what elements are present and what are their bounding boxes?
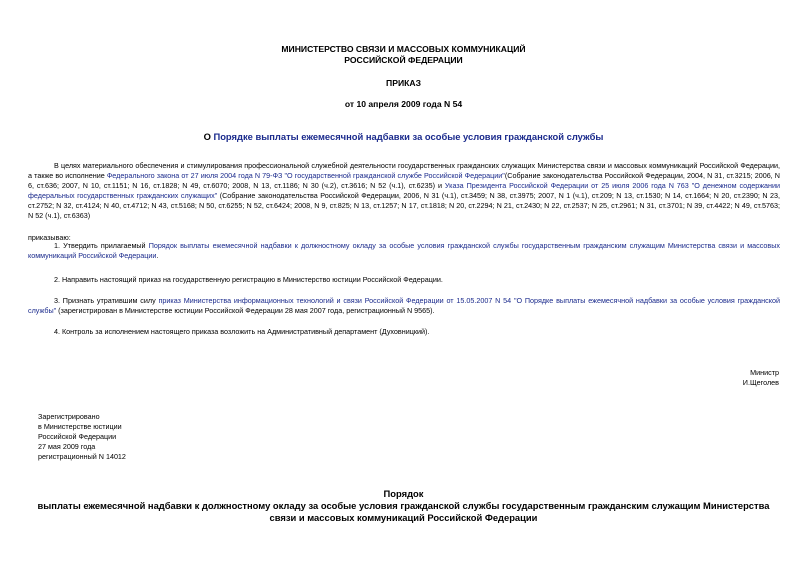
order-subject <box>0 131 807 143</box>
intro-text-3: (Собрание законодательства Российской Федерации, 2006, N 31 (ч.1), ст.3459; N 38, ст.3975; 2007, N 1 (ч.1), ст.209; N 13, ст.1530; N 14, ст.1664; N 20, ст.2390; N 23, ст.2752; N 32, ст.4124; N 40, ст.4712; N 43, ст.5168; N 50, ст.6255; N 52, ст.6424; 2008, N 9, ст.825; N 13, ст.1257; N 17, ст.1818; N 20, ст.2294; N 21, ст.2430; N 22, ст.2537; N 25, ст.2961; N 31, ст.3701; N 39, ст.4422; N 49, ст.5763; N 52 (ч.1), ст.6363) <box>28 191 780 220</box>
procedure-subtitle: выплаты ежемесячной надбавки к должностному окладу за особые условия гражданской службы государственным гражданским служащим Министерства связи и массовых коммуникаций Российской Федерации <box>37 500 770 523</box>
doc-type: ПРИКАЗ <box>386 78 421 88</box>
ministry-line-1: МИНИСТЕРСТВО СВЯЗИ И МАССОВЫХ КОММУНИКАЦИЙ <box>281 44 526 54</box>
prikazyvayu-label: приказываю: <box>28 233 71 242</box>
ministry-line-2: РОССИЙСКОЙ ФЕДЕРАЦИИ <box>344 55 463 65</box>
procedure-title: Порядок <box>383 488 424 499</box>
item1-text-1: 1. Утвердить прилагаемый <box>54 241 149 250</box>
repealed-order-link[interactable]: приказ Министерства информационных технологий и связи Российской Федерации от 15.05.2007 N 54 "О Порядке выплаты ежемесячной надбавки за особые условия гражданской службы" <box>28 296 780 315</box>
registration-line: регистрационный N 14012 <box>38 452 126 461</box>
subject-link[interactable]: Порядке выплаты ежемесячной надбавки за особые условия гражданской службы <box>213 131 604 142</box>
order-date-number: от 10 апреля 2009 года N 54 <box>344 99 463 109</box>
order-item-3 <box>28 296 780 316</box>
registration-line: в Министерстве юстиции <box>38 422 122 431</box>
order-item-1 <box>28 241 780 261</box>
signatory-position: Министр <box>750 368 779 377</box>
intro-text-1: В целях материального обеспечения и стимулирования профессиональной служебной деятельности государственных гражданских служащих Министерства связи и массовых коммуникаций Российской Федерации, а также во исполнение <box>28 161 780 180</box>
intro-text-2: (Собрание законодательства Российской Федерации, 2004, N 31, ст.3215; 2006, N 6, ст.636; 2007, N 10, ст.1151; N 16, ст.1828; N 49, ст.6070; 2008, N 13, ст.1186; N 30 (ч.2), ст.3616; N 52 (ч.1), ст.6235) и <box>28 171 780 190</box>
intro-paragraph <box>28 161 780 221</box>
ministry-name <box>0 44 807 66</box>
item3-text-1: 3. Признать утратившим силу <box>54 296 159 305</box>
procedure-link[interactable]: Порядок выплаты ежемесячной надбавки к должностному окладу за особые условия гражданской службы государственным гражданским служащим Министерства связи и массовых коммуникаций Российской Федерации <box>28 241 780 260</box>
item3-text-2: (зарегистрирован в Министерстве юстиции Российской Федерации 28 мая 2007 года, регистрационный N 9565). <box>56 306 435 315</box>
registration-block <box>38 412 126 462</box>
subject-prefix: О <box>203 131 214 142</box>
registration-line: Российской Федерации <box>38 432 117 441</box>
signatory-name: И.Щеголев <box>742 378 779 387</box>
federal-law-link[interactable]: Федерального закона от 27 июля 2004 года N 79-ФЗ "О государственной гражданской службе Российской Федерации" <box>106 171 505 180</box>
order-item-2: 2. Направить настоящий приказ на государственную регистрацию в Министерство юстиции Российской Федерации. <box>54 275 443 284</box>
item1-text-2: . <box>156 251 159 260</box>
presidential-decree-link[interactable]: Указа Президента Российской Федерации от 25 июля 2006 года N 763 "О денежном содержании федеральных государственных гражданских служащих" <box>28 181 780 200</box>
registration-line: 27 мая 2009 года <box>38 442 96 451</box>
order-item-4: 4. Контроль за исполнением настоящего приказа возложить на Административный департамент (Духовницкий). <box>54 327 430 336</box>
registration-line: Зарегистрировано <box>38 412 100 421</box>
signature-block <box>743 368 779 388</box>
